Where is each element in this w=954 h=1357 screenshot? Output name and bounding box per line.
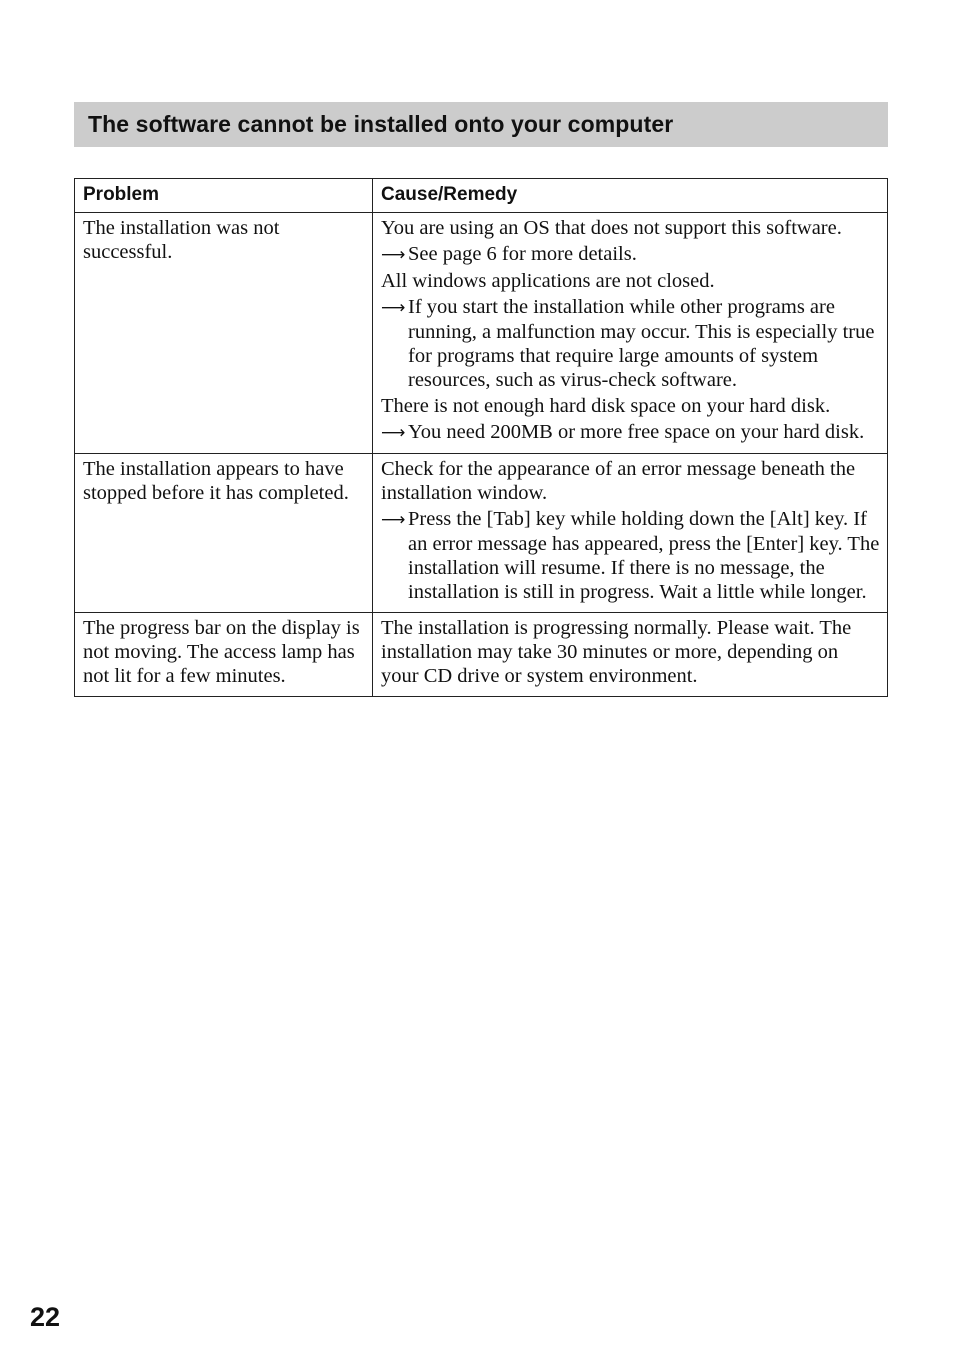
right-arrow-icon: ⟶ [381,298,406,318]
section-title: The software cannot be installed onto your computer [88,111,674,137]
remedy-cell [373,454,888,613]
remedy-text: You need 200MB or more free space on your hard disk. [408,421,865,443]
section-header-bar [74,102,888,147]
remedy-line [381,507,880,604]
problem-cell: The installation appears to have stopped before it has completed. [75,454,373,613]
table-row [75,213,888,454]
header-cause-remedy: Cause/Remedy [373,179,888,213]
remedy-line [381,295,880,392]
header-problem: Problem [75,179,373,213]
table-row [75,613,888,697]
table-row [75,454,888,613]
remedy-cell [373,213,888,454]
remedy-text: If you start the installation while other programs are running, a malfunction may occur. This is especially true for programs that require large amounts of system resources, such as virus-check software. [408,296,875,391]
right-arrow-icon: ⟶ [381,245,406,265]
cause-text: All windows applications are not closed. [381,270,715,292]
right-arrow-icon: ⟶ [381,510,406,530]
cause-text: You are using an OS that does not support this software. [381,217,842,239]
cause-text: The installation is progressing normally. Please wait. The installation may take 30 minutes or more, depending on your CD drive or system environment. [381,617,852,687]
remedy-text: Press the [Tab] key while holding down the [Alt] key. If an error message has appeared, press the [Enter] key. The installation will resume. If there is no message, the installation is still in progress. Wait a little while longer. [408,508,880,603]
table-header-row [75,179,888,213]
remedy-line [381,420,880,445]
problem-cell: The installation was not successful. [75,213,373,454]
right-arrow-icon: ⟶ [381,423,406,443]
problem-cell: The progress bar on the display is not moving. The access lamp has not lit for a few minutes. [75,613,373,697]
remedy-text: See page 6 for more details. [408,243,637,265]
cause-text: There is not enough hard disk space on your hard disk. [381,395,831,417]
remedy-line [381,242,880,267]
cause-text: Check for the appearance of an error message beneath the installation window. [381,458,856,504]
page-number: 22 [30,1302,61,1332]
troubleshooting-table [74,178,888,697]
remedy-cell [373,613,888,697]
